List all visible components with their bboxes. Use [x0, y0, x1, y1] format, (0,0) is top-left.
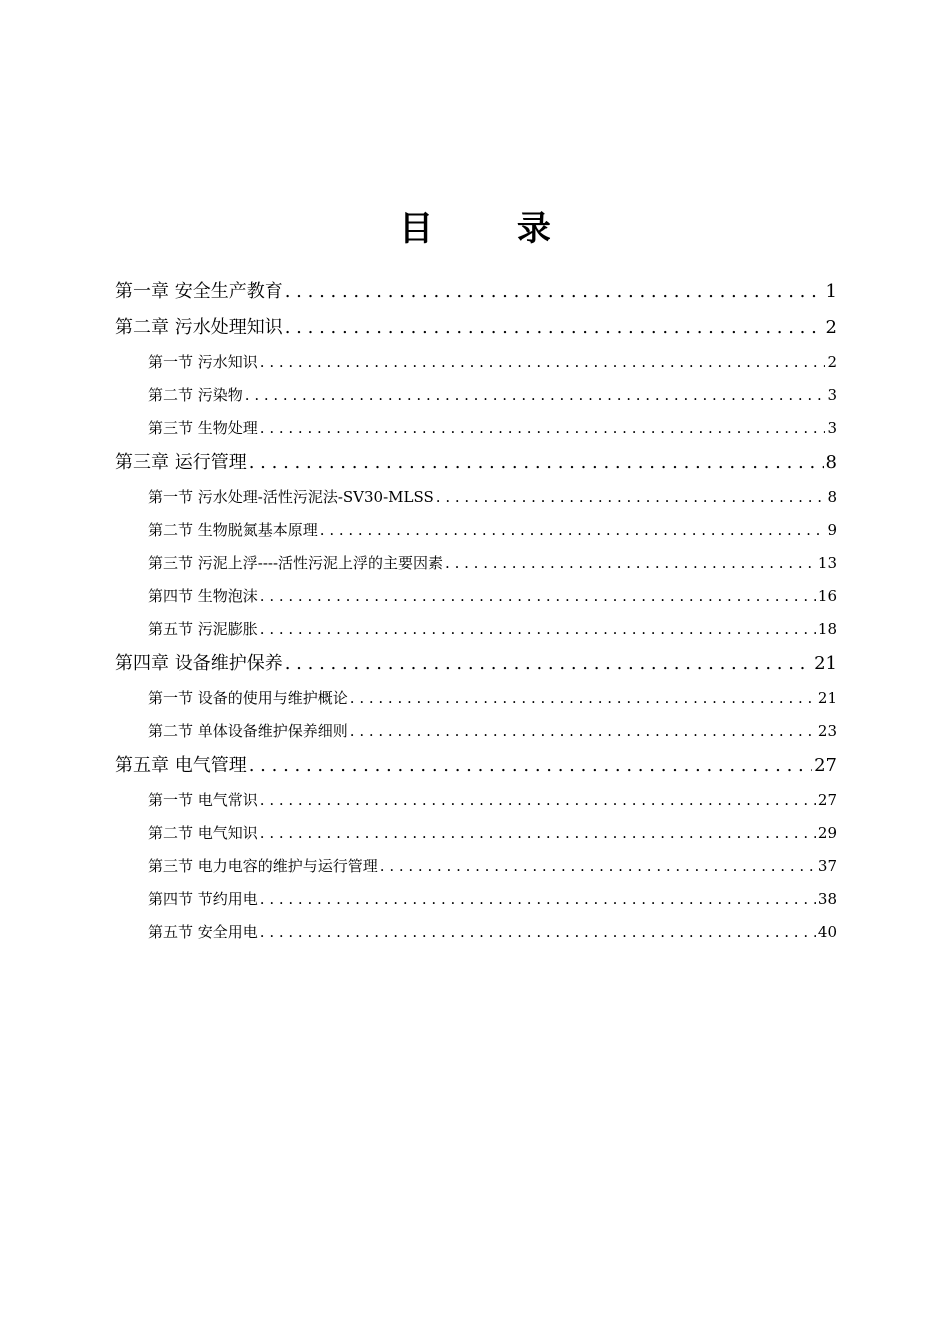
- toc-page-number: 18: [817, 620, 837, 638]
- toc-entry-label: 第二章 污水处理知识: [115, 317, 283, 338]
- toc-section-entry[interactable]: [115, 715, 837, 748]
- toc-dot-leader: [285, 646, 812, 682]
- toc-section-entry[interactable]: [115, 682, 837, 715]
- toc-chapter-entry[interactable]: [115, 274, 837, 310]
- toc-page-number: 21: [814, 653, 837, 674]
- toc-chapter-entry[interactable]: [115, 310, 837, 346]
- toc-entry-label: 第四节 节约用电: [148, 890, 258, 908]
- toc-entry-label: 第四章 设备维护保养: [115, 653, 283, 674]
- toc-section-entry[interactable]: [115, 481, 837, 514]
- toc-section-entry[interactable]: [115, 883, 837, 916]
- toc-dot-leader: [245, 379, 826, 412]
- toc-section-entry[interactable]: [115, 817, 837, 850]
- toc-section-entry[interactable]: [115, 916, 837, 949]
- toc-entry-label: 第一节 电气常识: [148, 791, 258, 809]
- toc-section-entry[interactable]: [115, 514, 837, 547]
- toc-entry-label: 第五节 安全用电: [148, 923, 258, 941]
- toc-entry-label: 第四节 生物泡沫: [148, 587, 258, 605]
- toc-chapter-entry[interactable]: [115, 748, 837, 784]
- toc-entry-label: 第三节 生物处理: [148, 419, 258, 437]
- toc-chapter-entry[interactable]: [115, 445, 837, 481]
- toc-dot-leader: [350, 715, 816, 748]
- toc-page-number: 27: [814, 755, 837, 776]
- toc-chapter-entry[interactable]: [115, 646, 837, 682]
- toc-dot-leader: [249, 748, 812, 784]
- toc-dot-leader: [260, 883, 816, 916]
- toc-dot-leader: [285, 310, 824, 346]
- toc-dot-leader: [260, 817, 816, 850]
- toc-page-number: 2: [827, 353, 837, 371]
- table-of-contents: [115, 274, 837, 949]
- toc-entry-label: 第一章 安全生产教育: [115, 281, 283, 302]
- toc-page-number: 23: [817, 722, 837, 740]
- toc-page-number: 8: [827, 488, 837, 506]
- toc-page-number: 37: [817, 857, 837, 875]
- toc-dot-leader: [260, 346, 826, 379]
- toc-section-entry[interactable]: [115, 613, 837, 646]
- toc-entry-label: 第三节 污泥上浮----活性污泥上浮的主要因素: [148, 554, 444, 572]
- toc-page-number: 3: [827, 419, 837, 437]
- toc-section-entry[interactable]: [115, 784, 837, 817]
- toc-dot-leader: [260, 784, 816, 817]
- toc-dot-leader: [380, 850, 816, 883]
- toc-entry-label: 第五节 污泥膨胀: [148, 620, 258, 638]
- toc-section-entry[interactable]: [115, 850, 837, 883]
- toc-page-number: 13: [817, 554, 837, 572]
- toc-entry-label: 第一节 设备的使用与维护概论: [148, 689, 348, 707]
- toc-dot-leader: [350, 682, 816, 715]
- toc-page-number: 27: [817, 791, 837, 809]
- toc-page-number: 16: [817, 587, 837, 605]
- toc-page-number: 2: [825, 317, 837, 338]
- toc-dot-leader: [260, 412, 826, 445]
- toc-dot-leader: [320, 514, 826, 547]
- toc-entry-label: 第二节 电气知识: [148, 824, 258, 842]
- toc-section-entry[interactable]: [115, 412, 837, 445]
- toc-page-number: 38: [817, 890, 837, 908]
- toc-section-entry[interactable]: [115, 346, 837, 379]
- toc-dot-leader: [260, 613, 816, 646]
- toc-entry-label: 第一节 污水知识: [148, 353, 258, 371]
- toc-dot-leader: [260, 580, 816, 613]
- toc-page-number: 3: [827, 386, 837, 404]
- toc-entry-label: 第一节 污水处理-活性污泥法-SV30-MLSS: [148, 488, 434, 506]
- toc-page-number: 40: [817, 923, 837, 941]
- toc-page-number: 29: [817, 824, 837, 842]
- toc-entry-label: 第五章 电气管理: [115, 755, 247, 776]
- toc-entry-label: 第二节 污染物: [148, 386, 243, 404]
- toc-page-number: 21: [817, 689, 837, 707]
- toc-entry-label: 第三章 运行管理: [115, 452, 247, 473]
- toc-dot-leader: [436, 481, 826, 514]
- toc-section-entry[interactable]: [115, 547, 837, 580]
- toc-dot-leader: [249, 445, 824, 481]
- toc-page-number: 8: [825, 452, 837, 473]
- toc-dot-leader: [445, 547, 816, 580]
- toc-page-number: 9: [827, 521, 837, 539]
- toc-section-entry[interactable]: [115, 580, 837, 613]
- toc-dot-leader: [260, 916, 816, 949]
- toc-entry-label: 第三节 电力电容的维护与运行管理: [148, 857, 378, 875]
- toc-entry-label: 第二节 单体设备维护保养细则: [148, 722, 348, 740]
- toc-entry-label: 第二节 生物脱氮基本原理: [148, 521, 318, 539]
- toc-title: 目 录: [399, 209, 587, 249]
- toc-page-number: 1: [825, 281, 837, 302]
- toc-section-entry[interactable]: [115, 379, 837, 412]
- toc-dot-leader: [285, 274, 824, 310]
